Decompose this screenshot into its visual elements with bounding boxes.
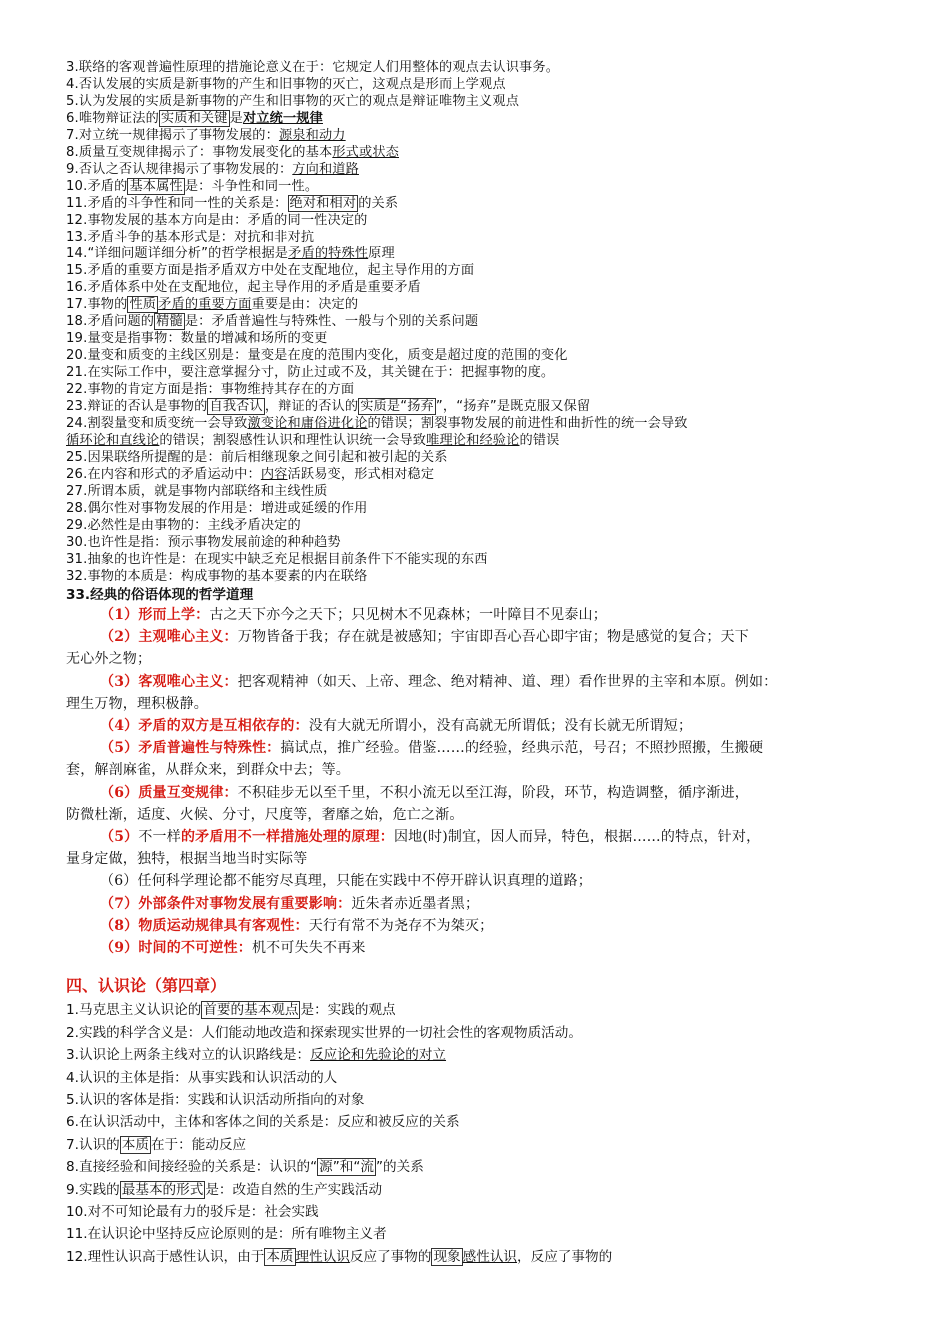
list-item-18 [66, 365, 906, 382]
item-text: ”的关系 [376, 1159, 424, 1176]
item-text: 对立统一规律揭示了事物发展的： [78, 127, 279, 143]
boxed-term: 自我否认 [209, 399, 263, 415]
epistemology-item-7 [66, 1156, 906, 1178]
item-number: 13. [66, 229, 88, 245]
item-number: 6. [66, 110, 79, 126]
item-number: 27. [66, 483, 88, 499]
item-text: 抽象的也许性是：在现实中缺乏充足根据目前条件下不能实现的东西 [87, 551, 488, 567]
item-text: 矛盾问题的 [87, 314, 155, 330]
boxed-term: 源”和“流 [319, 1159, 374, 1176]
item-number: 4. [66, 1069, 79, 1086]
item-text: 是：改造自然的生产实践活动 [205, 1181, 383, 1198]
list-item-0 [66, 60, 906, 77]
proverb-line-3 [66, 671, 906, 693]
list-item-26 [66, 501, 906, 518]
proverb-line-10 [66, 826, 906, 848]
item-text: 原理 [368, 246, 395, 262]
item-text: 直接经验和间接经验的关系是：认识的“ [78, 1159, 318, 1176]
item-text: 质量互变规律揭示了：事物发展变化的基本 [78, 144, 333, 160]
item-number: 6. [66, 1114, 79, 1131]
item-text: 的错误 [519, 432, 560, 448]
underlined-term: 理性认识 [295, 1248, 350, 1265]
item-number: 10. [66, 178, 88, 194]
boxed-term: 最基本的形式 [121, 1181, 204, 1198]
list-item-2 [66, 94, 906, 111]
item-number: 30. [66, 534, 88, 550]
item-number: 9. [66, 1181, 79, 1198]
epistemology-item-11 [66, 1246, 906, 1268]
proverb-text: 套，解剖麻雀，从群众来，到群众中去；等。 [66, 762, 350, 779]
principle-label: （2）主观唯心主义： [100, 629, 238, 646]
item-text: 矛盾的 [87, 178, 128, 194]
proverb-line-2 [66, 648, 906, 670]
item-text: 否认之否认规律揭示了事物发展的： [78, 161, 293, 177]
section-dialectics-list [66, 60, 906, 586]
item-text: 在实际工作中，要注意掌握分寸，防止过或不及，其关键在于：把握事物的度。 [87, 365, 555, 381]
item-text: 的错误；割裂感性认识和理性认识统一会导致 [159, 432, 427, 448]
item-number: 15. [66, 263, 88, 279]
list-item-12 [66, 263, 906, 280]
boxed-term: 实质是“扬弃 [360, 399, 434, 415]
item-number: 3. [66, 1047, 79, 1064]
item-number: 17. [66, 297, 88, 313]
list-item-4 [66, 128, 906, 145]
proverb-line-8 [66, 782, 906, 804]
item-text: 割裂量变和质变统一会导致 [87, 416, 248, 432]
item-text: 对不可知论最有力的驳斥是：社会实践 [87, 1203, 319, 1220]
epistemology-item-6 [66, 1134, 906, 1156]
item-text: 否认发展的实质是新事物的产生和旧事物的灭亡，这观点是形而上学观点 [78, 76, 506, 92]
list-item-21 [66, 416, 906, 433]
underlined-term: 矛盾的重要方面 [158, 297, 252, 313]
heading-item-33: 33.经典的俗语体现的哲学道理 [66, 586, 254, 603]
item-number: 11. [66, 1226, 88, 1243]
item-text: 反应了事物的 [349, 1248, 432, 1265]
item-text: 在内容和形式的矛盾运动中： [87, 466, 261, 482]
epistemology-item-9 [66, 1201, 906, 1223]
item-text: 矛盾体系中处在支配地位，起主导作用的矛盾是重要矛盾 [87, 280, 421, 296]
item-number: 14. [66, 246, 88, 262]
item-number: 21. [66, 365, 88, 381]
list-item-17 [66, 348, 906, 365]
item-text: 不一样 [138, 829, 181, 846]
underlined-term: 反应论和先验论的对立 [310, 1047, 447, 1064]
item-number: 7. [66, 1136, 79, 1153]
bold-term: 对立统一规律 [242, 110, 323, 126]
list-item-27 [66, 518, 906, 535]
proverb-text: 万物皆备于我；存在就是被感知；宇宙即吾心吾心即宇宙；物是感觉的复合；天下 [237, 629, 749, 646]
item-text: 也许性是指：预示事物发展前途的种种趋势 [87, 534, 341, 550]
document-page [66, 60, 906, 1268]
proverb-text: 不积硅步无以至千里，不积小流无以至江海，阶段，环节，构造调整，循序渐进， [237, 784, 749, 801]
epistemology-item-5 [66, 1111, 906, 1133]
list-item-13 [66, 280, 906, 297]
item-text: 所谓本质，就是事物内部联络和主线性质 [87, 483, 328, 499]
item-text: ”，“扬弃”是既克服又保留 [435, 399, 591, 415]
list-item-15 [66, 314, 906, 331]
item-number: 31. [66, 551, 88, 567]
boxed-term: 现象 [433, 1248, 461, 1265]
list-item-9 [66, 213, 906, 230]
proverb-line-0 [66, 604, 906, 626]
item-text: 认识论上两条主线对立的认识路线是： [78, 1047, 311, 1064]
proverb-text: （6）任何科学理论都不能穷尽真理，只能在实践中不停开辟认识真理的道路； [100, 873, 592, 890]
item-number: 29. [66, 517, 88, 533]
underlined-term: 源泉和动力 [278, 127, 346, 143]
item-number: 16. [66, 280, 88, 296]
epistemology-item-10 [66, 1223, 906, 1245]
proverb-line-5 [66, 715, 906, 737]
list-item-10 [66, 230, 906, 247]
item-text: 是 [229, 110, 243, 126]
proverb-line-1 [66, 626, 906, 648]
boxed-term: 绝对和相对 [289, 195, 357, 211]
item-text: 的关系 [358, 195, 399, 211]
list-item-30 [66, 569, 906, 586]
proverb-line-11 [66, 848, 906, 870]
item-text: 因果联络所提醒的是：前后相继现象之间引起和被引起的关系 [87, 449, 448, 465]
boxed-term: 精髓 [156, 314, 183, 330]
item-text: 活跃易变，形式相对稳定 [287, 466, 435, 482]
proverb-text: 量身定做，独特，根据当地当时实际等 [66, 851, 308, 868]
proverb-line-13 [66, 893, 906, 915]
item-text: 是：斗争性和同一性。 [184, 178, 319, 194]
item-number: 10. [66, 1203, 88, 1220]
item-number: 2. [66, 1024, 79, 1041]
principle-label: 的矛盾用不一样措施处理的原理： [180, 829, 394, 846]
list-item-20 [66, 399, 906, 416]
proverb-line-14 [66, 915, 906, 937]
item-text: “详细问题详细分析”的哲学根据是 [87, 246, 289, 262]
boxed-term: 基本属性 [129, 178, 183, 194]
item-text: 辩证的否认是事物的 [87, 399, 208, 415]
item-number: 22. [66, 382, 88, 398]
list-item-29 [66, 552, 906, 569]
item-text: 量变和质变的主线区别是：量变是在度的范围内变化，质变是超过度的范围的变化 [87, 348, 568, 364]
underlined-term: 唯理论和经验论 [426, 432, 520, 448]
item-number: 3. [66, 60, 79, 75]
principle-label: （8）物质运动规律具有客观性： [100, 917, 309, 934]
list-item-19 [66, 382, 906, 399]
list-item-5 [66, 145, 906, 162]
principle-label: （9）时间的不可逆性： [100, 940, 252, 957]
boxed-term: 本质 [266, 1248, 294, 1265]
proverb-text: 古之天下亦今之天下；只见树木不见森林；一叶障目不见泰山； [209, 607, 607, 624]
item-text: 认为发展的实质是新事物的产生和旧事物的灭亡的观点是辩证唯物主义观点 [78, 93, 520, 109]
proverb-line-4 [66, 693, 906, 715]
principle-label: （6）质量互变规律： [100, 784, 238, 801]
proverb-text: 没有大就无所谓小，没有高就无所谓低；没有长就无所谓短； [308, 718, 693, 735]
item-text: 事物的本质是：构成事物的基本要素的内在联络 [87, 568, 368, 584]
proverb-text: 近朱者赤近墨者黑； [351, 895, 480, 912]
item-text: 矛盾斗争的基本形式是：对抗和非对抗 [87, 229, 315, 245]
epistemology-item-0 [66, 999, 906, 1021]
item-text: 认识的 [78, 1136, 120, 1153]
item-text: ，辩证的否认的 [264, 399, 359, 415]
item-number: 1. [66, 1002, 79, 1019]
list-item-14 [66, 297, 906, 314]
boxed-term: 首要的基本观点 [203, 1002, 299, 1019]
item-text: 必然性是由事物的：主线矛盾决定的 [87, 517, 301, 533]
proverb-text: 搞试点，推广经验。借鉴……的经验，经典示范，号召；不照抄照搬，生搬硬 [280, 740, 764, 757]
item-number: 7. [66, 127, 79, 143]
item-text: 是：实践的观点 [300, 1002, 396, 1019]
list-item-16 [66, 331, 906, 348]
item-text: 矛盾的重要方面是指矛盾双方中处在支配地位，起主导作用的方面 [87, 263, 475, 279]
item-number: 18. [66, 314, 88, 330]
proverb-text: 理生万物，理积极静。 [66, 695, 208, 712]
principle-label: （5） [100, 829, 139, 846]
item-text: 理性认识高于感性认识，由于 [87, 1248, 265, 1265]
section-heading-epistemology: 四、认识论（第四章） [66, 976, 227, 996]
underlined-term: 循环论和直线论 [66, 432, 160, 448]
list-item-11 [66, 246, 906, 263]
proverb-line-9 [66, 804, 906, 826]
list-item-1 [66, 77, 906, 94]
list-item-22 [66, 433, 906, 450]
item-number: 28. [66, 500, 88, 516]
proverb-text: 把客观精神（如天、上帝、理念、绝对精神、道、理）看作世界的主宰和本原。例如： [237, 673, 778, 690]
boxed-term: 本质 [121, 1136, 149, 1153]
item-number: 12. [66, 1248, 88, 1265]
principle-label: （7）外部条件对事物发展有重要影响： [100, 895, 352, 912]
item-text: 实践的科学含义是：人们能动地改造和探索现实世界的一切社会性的客观物质活动。 [78, 1024, 582, 1041]
item-number: 9. [66, 161, 79, 177]
list-item-6 [66, 162, 906, 179]
proverb-line-7 [66, 759, 906, 781]
underlined-term: 方向和道路 [292, 161, 359, 177]
item-number: 5. [66, 93, 79, 109]
item-text: 认识的主体是指：从事实践和认识活动的人 [78, 1069, 338, 1086]
list-item-3 [66, 111, 906, 128]
list-item-24 [66, 467, 906, 484]
item-text: 认识的客体是指：实践和认识活动所指向的对象 [78, 1091, 365, 1108]
epistemology-item-2 [66, 1044, 906, 1066]
underlined-term: 内容 [260, 466, 288, 482]
item-text: 是：矛盾普遍性与特殊性、一般与个别的关系问题 [184, 314, 479, 330]
item-number: 26. [66, 466, 88, 482]
principle-label: （5）矛盾普遍性与特殊性： [100, 740, 281, 757]
list-item-25 [66, 484, 906, 501]
underlined-term: 矛盾的特殊性 [288, 246, 369, 262]
item-text: 事物的肯定方面是指：事物维持其存在的方面 [87, 382, 355, 398]
item-text: 在认识活动中，主体和客体之间的关系是：反应和被反应的关系 [78, 1114, 460, 1131]
item-text: 矛盾的斗争性和同一性的关系是： [87, 195, 288, 211]
epistemology-item-3 [66, 1067, 906, 1089]
item-text: 实践的 [78, 1181, 120, 1198]
proverb-text: 因地(时)制宜，因人而异，特色，根据……的特点，针对， [393, 829, 761, 846]
item-text: 决定的 [318, 297, 359, 313]
boxed-term: 性质 [129, 297, 157, 313]
item-text: 量变是指事物：数量的增减和场所的变更 [87, 331, 328, 347]
proverb-line-15 [66, 937, 906, 959]
item-number: 24. [66, 416, 88, 432]
epistemology-item-4 [66, 1089, 906, 1111]
proverb-text: 无心外之物； [66, 651, 152, 668]
proverb-line-6 [66, 737, 906, 759]
underlined-term: 感性认识 [462, 1248, 518, 1265]
item-number: 20. [66, 348, 88, 364]
boxed-term: 实质和关键 [160, 110, 228, 126]
proverb-text: 机不可失失不再来 [251, 940, 366, 957]
item-text: 在于：能动反应 [150, 1136, 247, 1153]
item-number: 32. [66, 568, 88, 584]
item-number: 8. [66, 1159, 79, 1176]
principle-label: （4）矛盾的双方是互相依存的： [100, 718, 309, 735]
list-item-8 [66, 196, 906, 213]
item-number: 19. [66, 331, 88, 347]
item-text: 偶尔性对事物发展的作用是：增进或延缓的作用 [87, 500, 368, 516]
item-text: 的错误；割裂事物发展的前进性和曲折性的统一会导致 [367, 416, 688, 432]
item-number: 25. [66, 449, 88, 465]
epistemology-item-8 [66, 1179, 906, 1201]
section-epistemology-list [66, 999, 906, 1268]
proverbs-list [66, 604, 906, 959]
item-number: 12. [66, 212, 88, 228]
principle-label: （3）客观唯心主义： [100, 673, 238, 690]
principle-label: （1）形而上学： [100, 607, 210, 624]
list-item-23 [66, 450, 906, 467]
underlined-term: 激变论和庸俗进化论 [247, 416, 368, 432]
list-item-28 [66, 535, 906, 552]
item-text: 事物发展的基本方向是由：矛盾的同一性决定的 [87, 212, 368, 228]
item-text: 马克思主义认识论的 [78, 1002, 202, 1019]
item-text: 唯物辩证法的 [78, 110, 159, 126]
item-text: ， [517, 1248, 531, 1265]
item-text: 联络的客观普遍性原理的措施论意义在于：它规定人们用整体的观点去认识事务。 [78, 60, 560, 75]
item-number: 5. [66, 1091, 79, 1108]
item-text: 事物的 [87, 297, 128, 313]
proverb-text: 天行有常不为尧存不为桀灭； [308, 917, 494, 934]
item-number: 11. [66, 195, 88, 211]
item-text: 反应了事物的 [530, 1248, 613, 1265]
proverb-line-12 [66, 870, 906, 892]
item-text: 在认识论中坚持反应论原则的是：所有唯物主义者 [87, 1226, 387, 1243]
item-number: 4. [66, 76, 79, 92]
item-number: 8. [66, 144, 79, 160]
list-item-7 [66, 179, 906, 196]
underlined-term: 形式或状态 [332, 144, 399, 160]
item-text: 重要是由： [251, 297, 319, 313]
epistemology-item-1 [66, 1022, 906, 1044]
proverb-text: 防微杜渐，适度、火候、分寸，尺度等，奢靡之始，危亡之渐。 [66, 806, 464, 823]
item-number: 23. [66, 399, 88, 415]
